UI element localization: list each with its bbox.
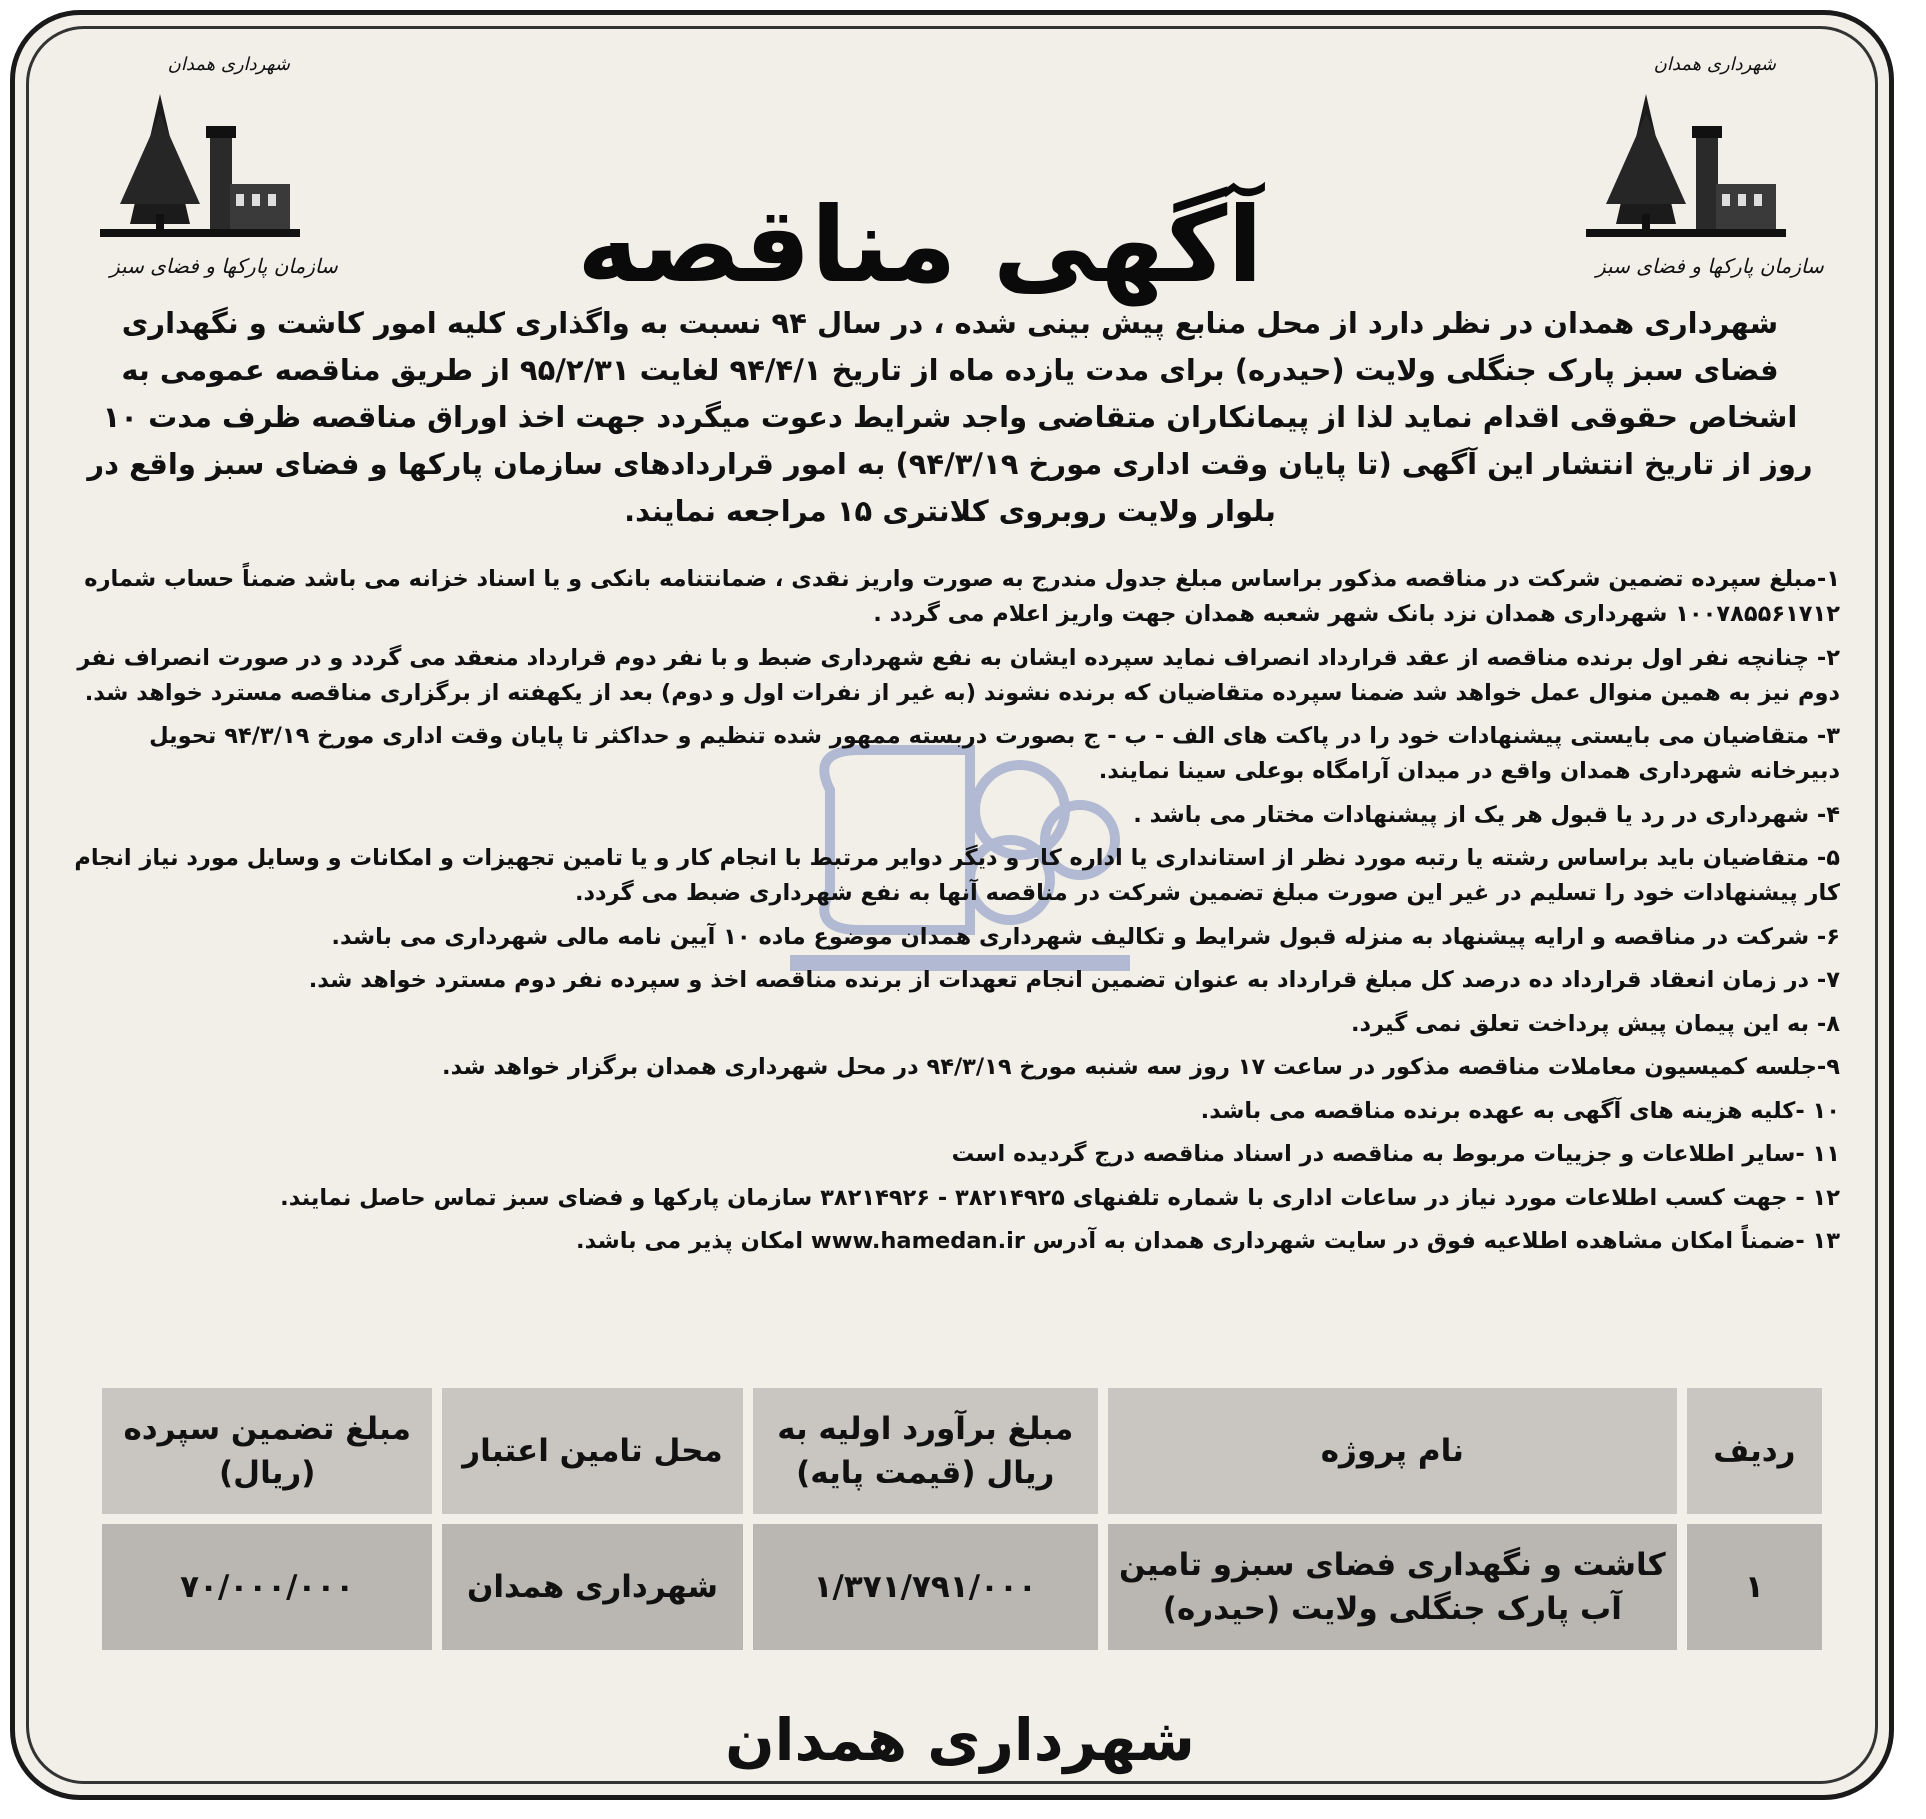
park-building-logo-icon <box>100 54 300 254</box>
notice-intro: شهرداری همدان در نظر دارد از محل منابع پیش بینی شده ، در سال ۹۴ نسبت به واگذاری کلیه امور کاشت و نگهداری فضای سبز پارک جنگلی ولایت (حیدره) برای مدت یازده ماه از تاریخ ۹۴/۴/۱ لغایت ۹۵/۲/۳۱ از طریق مناقصه عمومی به اشخاص حقوقی اقدام نماید لذا از پیمانکاران متقاضی واجد شرایط دعوت میگردد جهت اخذ اوراق مناقصه ظرف مدت ۱۰ روز از تاریخ انتشار این آگهی (تا پایان وقت اداری مورخ ۹۴/۳/۱۹) به امور قراردادهای سازمان پارکها و فضای سبز واقع در بلوار ولایت روبروی کلانتری ۱۵ مراجعه نمایند. <box>87 306 1813 528</box>
condition-item: ۹-جلسه کمیسیون معاملات مناقصه مذکور در ساعت ۱۷ روز سه شنبه مورخ ۹۴/۳/۱۹ در محل شهرداری همدان برگزار خواهد شد. <box>442 1054 1840 1080</box>
header-funding-source: محل تامین اعتبار <box>437 1383 747 1519</box>
condition-item: ۳- متقاضیان می بایستی پیشنهادات خود را در پاکت های الف - ب - ج بصورت دربسته ممهور شده تنظیم و حداکثر تا پایان وقت اداری مورخ ۹۴/۳/۱۹ تحویل دبیرخانه شهرداری همدان واقع در میدان آرامگاه بوعلی سینا نمایند. <box>149 723 1840 784</box>
header-base-estimate: مبلغ برآورد اولیه به ریال (قیمت پایه) <box>748 1383 1103 1519</box>
condition-item: ۲- چنانچه نفر اول برنده مناقصه از عقد قرارداد انصراف نماید سپرده ایشان به نفع شهرداری ضبط و با نفر دوم قرارداد منعقد می گردد و در صورت انصراف نفر دوم نیز به همین منوال عمل خواهد شد ضمنا سپرده متقاضیان که برنده نشوند (به غیر از نفرات اول و دوم) بعد از یکهفته از برگزاری مناقصه مسترد خواهد شد. <box>77 644 1840 706</box>
cell-row-number: ۱ <box>1682 1519 1827 1655</box>
logo-left <box>100 54 338 284</box>
cell-funding-source: شهرداری همدان <box>437 1519 747 1655</box>
logo-right-top-text: شهرداری همدان <box>1653 54 1776 75</box>
table-row <box>97 1519 1827 1655</box>
condition-item: ۱۳ -ضمناً امکان مشاهده اطلاعیه فوق در سایت شهرداری همدان به آدرس www.hamedan.ir امکان پذیر می باشد. <box>576 1228 1840 1254</box>
condition-item: ۵- متقاضیان باید براساس رشته یا رتبه مورد نظر از استانداری یا اداره کار و دیگر دوایر مرتبط با انجام کار و یا تامین تجهیزات و امکانات و وسایل مورد نیاز انجام کار پیشنهادات خود را تسلیم در غیر این صورت مبلغ تضمین شرکت در مناقصه آنها به نفع شهرداری ضبط می گردد. <box>74 845 1840 906</box>
header-project-name: نام پروژه <box>1103 1383 1682 1519</box>
notice-title: آگهی مناقصه <box>577 183 1263 306</box>
logo-right-bottom-text: سازمان پارکها و فضای سبز <box>1596 254 1824 278</box>
cell-project-name: کاشت و نگهداری فضای سبزو تامین آب پارک جنگلی ولایت (حیدره) <box>1103 1519 1682 1655</box>
logo-left-top-text: شهرداری همدان <box>167 54 290 75</box>
header-row-number: ردیف <box>1682 1383 1827 1519</box>
condition-item: ۴- شهرداری در رد یا قبول هر یک از پیشنهادات مختار می باشد . <box>1133 801 1840 828</box>
condition-item: ۱-مبلغ سپرده تضمین شرکت در مناقصه مذکور براساس مبلغ جدول مندرج به صورت واریز نقدی ، ضمانتنامه بانکی و یا اسناد خزانه می باشد ضمناً حساب شماره ۱۰۰۷۸۵۵۶۱۷۱۲ شهرداری همدان نزد بانک شهر شعبه همدان جهت واریز اعلام می گردد . <box>84 566 1840 627</box>
tender-table <box>92 1378 1832 1660</box>
header-deposit-amount: مبلغ تضمین سپرده (ریال) <box>97 1383 437 1519</box>
cell-deposit-amount: ۷۰/۰۰۰/۰۰۰ <box>97 1519 437 1655</box>
footer-signature: شهرداری همدان <box>725 1706 1195 1774</box>
conditions-list <box>70 562 1840 1268</box>
logo-left-bottom-text: سازمان پارکها و فضای سبز <box>110 254 338 278</box>
condition-item: ۷- در زمان انعقاد قرارداد ده درصد کل مبلغ قرارداد به عنوان تضمین انجام تعهدات از برنده مناقصه اخذ و سپرده نفر دوم مسترد خواهد شد. <box>308 967 1840 993</box>
condition-item: ۶- شرکت در مناقصه و ارایه پیشنهاد به منزله قبول شرایط و تکالیف شهرداری همدان موضوع ماده ۱۰ آیین نامه مالی شهرداری می باشد. <box>331 923 1840 950</box>
cell-base-estimate: ۱/۳۷۱/۷۹۱/۰۰۰ <box>748 1519 1103 1655</box>
condition-item: ۱۲ - جهت کسب اطلاعات مورد نیاز در ساعات اداری با شماره تلفنهای ۳۸۲۱۴۹۲۵ - ۳۸۲۱۴۹۲۶ سازمان پارکها و فضای سبز تماس حاصل نمایند. <box>280 1184 1840 1211</box>
condition-item: ۱۰ -کلیه هزینه های آگهی به عهده برنده مناقصه می باشد. <box>1200 1097 1840 1124</box>
logo-right <box>1586 54 1824 284</box>
condition-item: ۱۱ -سایر اطلاعات و جزییات مربوط به مناقصه در اسناد مناقصه درج گردیده است <box>951 1141 1840 1167</box>
condition-item: ۸- به این پیمان پیش پرداخت تعلق نمی گیرد. <box>1350 1010 1840 1037</box>
table-header-row <box>97 1383 1827 1519</box>
park-building-logo-icon <box>1586 54 1786 254</box>
